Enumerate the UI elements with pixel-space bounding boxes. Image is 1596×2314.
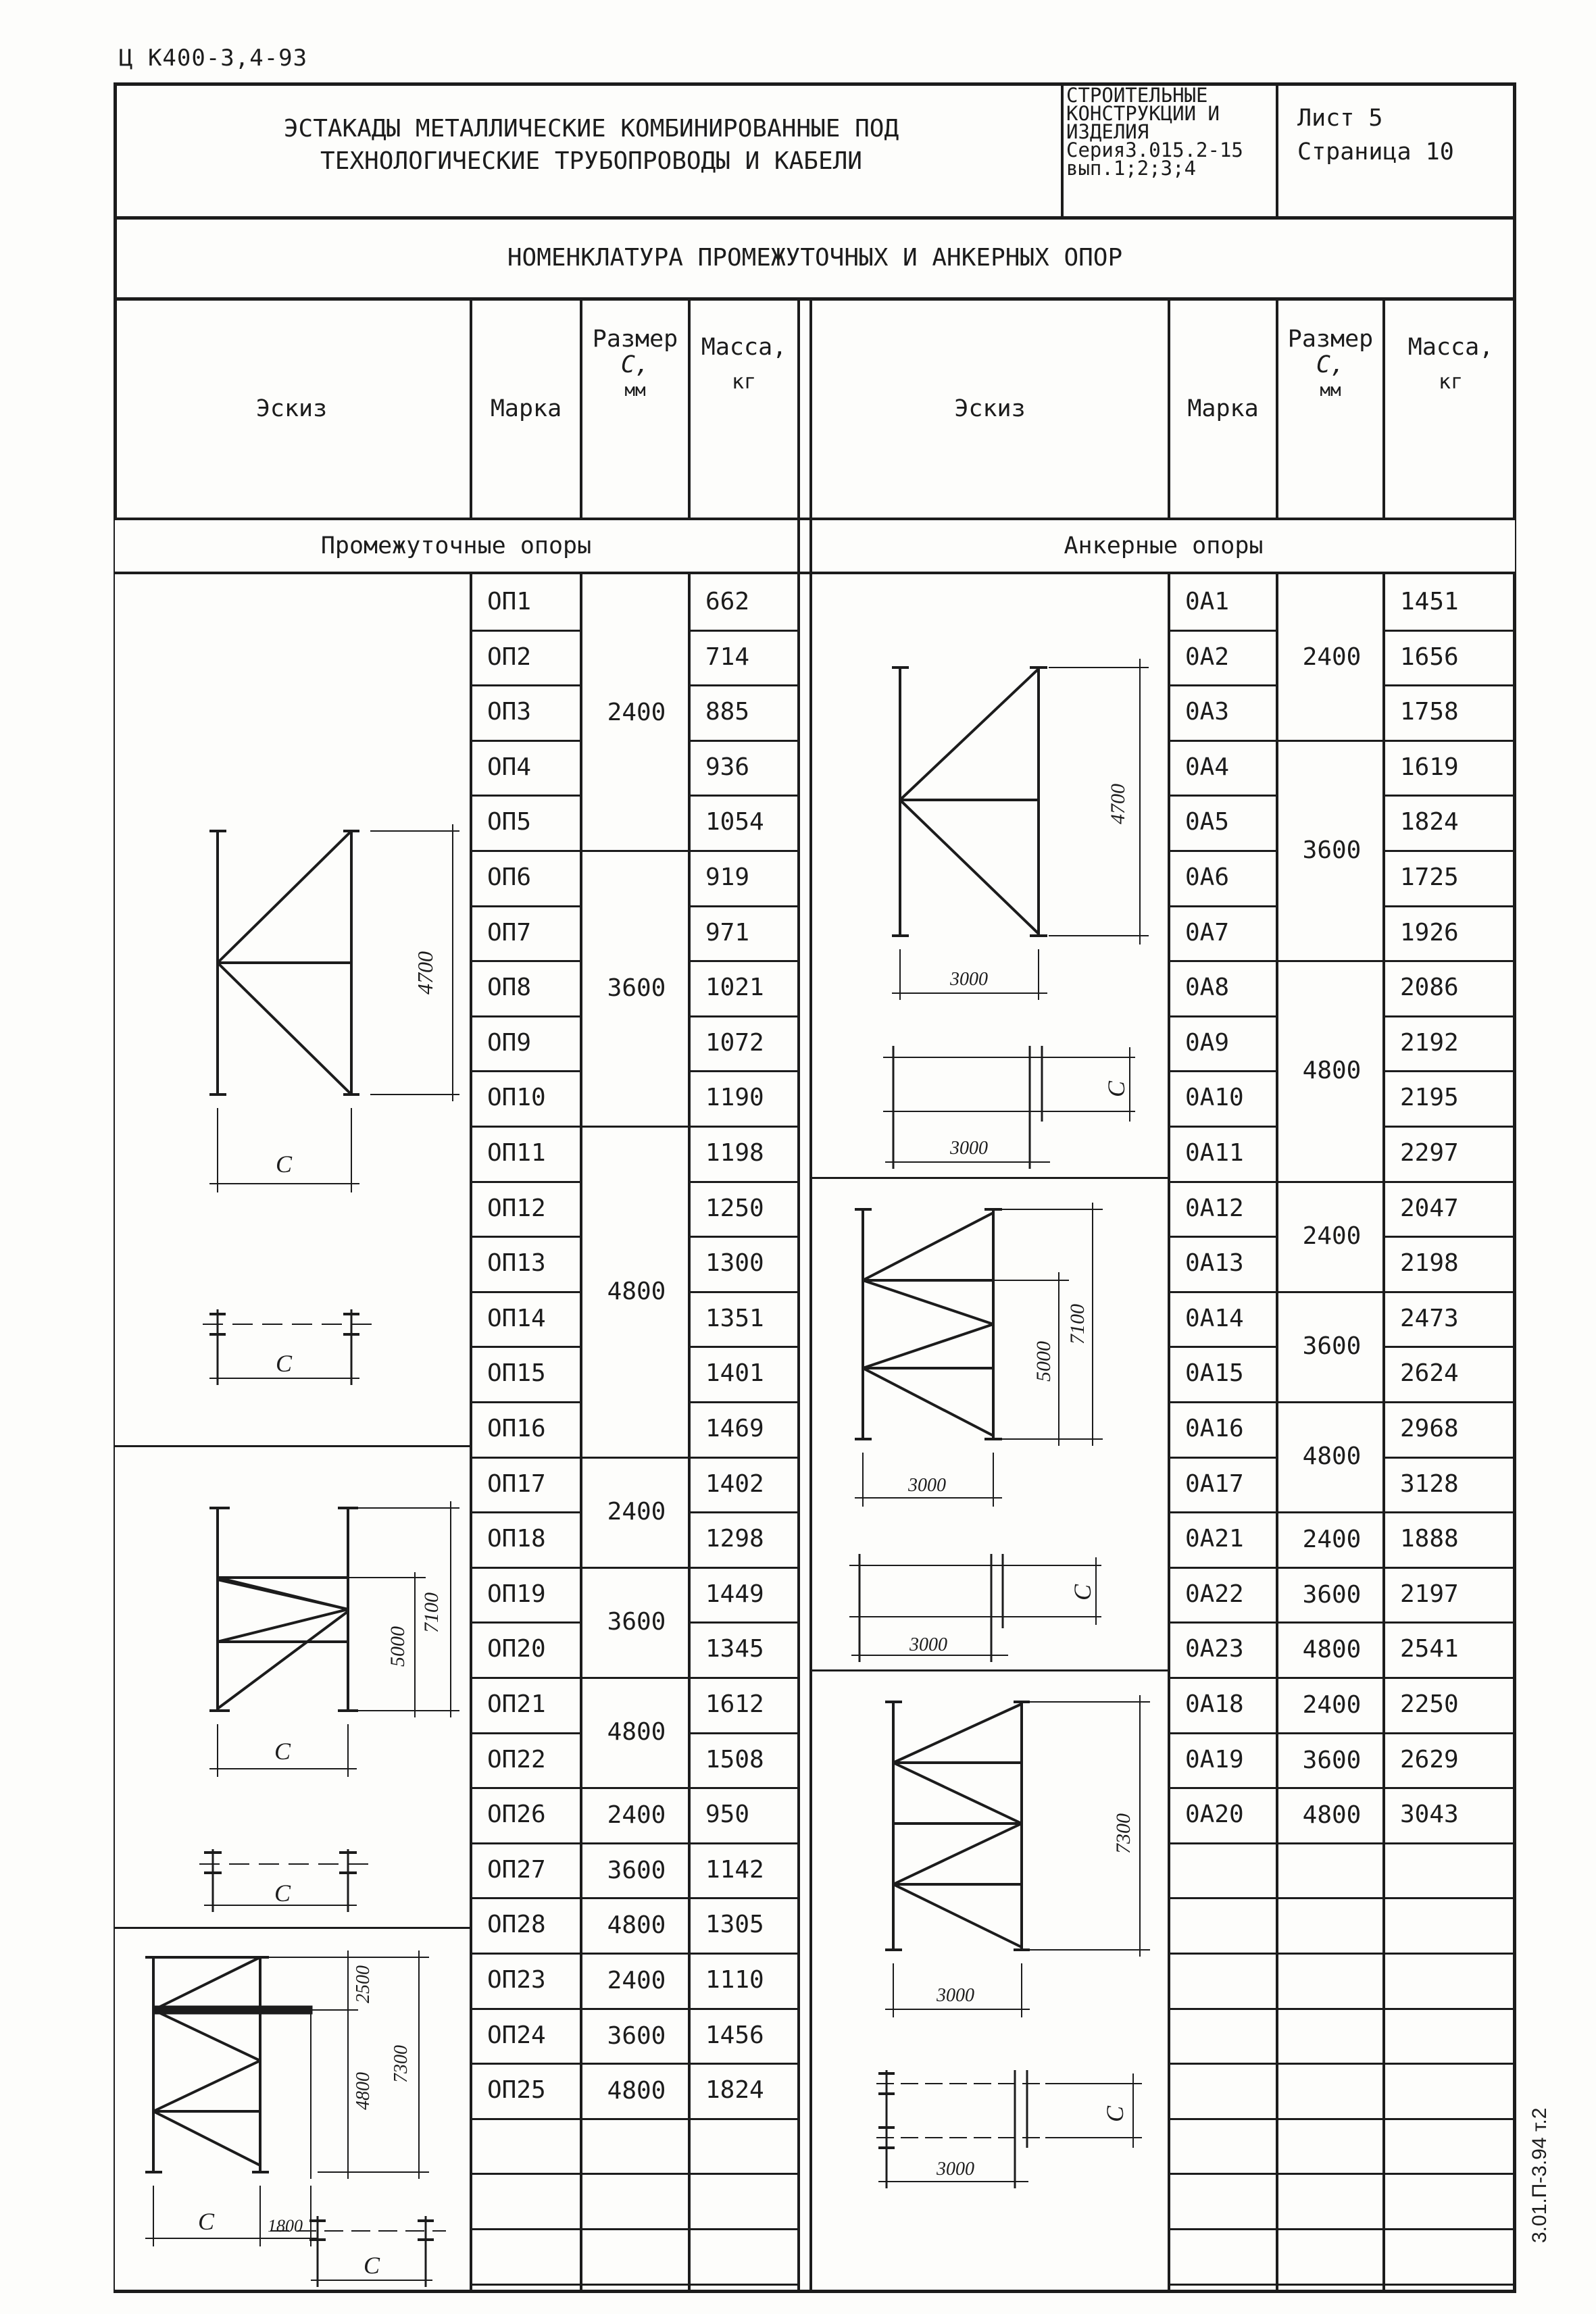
right-mark-cell: 0А6 bbox=[1185, 863, 1230, 892]
left-mark-line bbox=[472, 2284, 582, 2286]
right-mass-line bbox=[1385, 1953, 1514, 1955]
right-mark-cell: 0А15 bbox=[1185, 1359, 1244, 1388]
left-mark-cell: ОП6 bbox=[487, 863, 532, 892]
right-mass-cell: 3043 bbox=[1400, 1801, 1459, 1829]
left-mass-cell: 950 bbox=[705, 1801, 750, 1829]
dim-c: С bbox=[1069, 1584, 1096, 1601]
left-mark-cell: ОП15 bbox=[487, 1359, 546, 1388]
sketch-panel-right-1 bbox=[812, 574, 1168, 1177]
left-mass-cell: 1190 bbox=[705, 1084, 764, 1112]
left-mass-cell: 1402 bbox=[705, 1470, 764, 1499]
right-mark-line bbox=[1170, 1953, 1278, 1955]
left-size-line bbox=[582, 2284, 691, 2286]
left-mark-line bbox=[472, 2118, 582, 2120]
left-mark-cell: ОП2 bbox=[487, 643, 532, 672]
sketch-panel-left-1 bbox=[115, 574, 470, 1446]
right-size-cell: 4800 bbox=[1302, 1442, 1362, 1470]
mass-unit: кг bbox=[1438, 370, 1464, 394]
right-mass-cell: 1888 bbox=[1400, 1525, 1459, 1553]
left-mark-cell: ОП1 bbox=[487, 588, 532, 616]
left-size-cell: 3600 bbox=[607, 2021, 666, 2050]
right-mark-cell: 0А11 bbox=[1185, 1139, 1244, 1167]
dim-3000: 3000 bbox=[937, 1985, 974, 2006]
col-header-mark-left: Марка bbox=[490, 395, 562, 422]
right-mass-cell: 2968 bbox=[1400, 1415, 1459, 1443]
left-mass-cell: 1401 bbox=[705, 1359, 764, 1388]
side-code: 3.01.П-3.94 т.2 bbox=[1528, 2107, 1551, 2243]
size-symbol: С, bbox=[620, 351, 650, 378]
right-mark-line bbox=[1170, 2173, 1278, 2175]
left-size-cell: 4800 bbox=[607, 1277, 666, 1305]
right-mark-line bbox=[1170, 1897, 1278, 1899]
right-mark-line bbox=[1170, 2008, 1278, 2010]
series-block bbox=[1066, 86, 1274, 178]
right-mass-cell: 1926 bbox=[1400, 919, 1459, 947]
left-mass-cell: 1072 bbox=[705, 1029, 764, 1057]
page-number: Страница 10 bbox=[1297, 139, 1454, 166]
left-mark-cell: ОП10 bbox=[487, 1084, 546, 1112]
right-mass-line bbox=[1385, 2173, 1514, 2175]
table-title: НОМЕНКЛАТУРА ПРОМЕЖУТОЧНЫХ И АНКЕРНЫХ ОПОР bbox=[507, 244, 1123, 272]
left-mass-line bbox=[691, 2173, 797, 2175]
left-mark-cell: ОП12 bbox=[487, 1194, 546, 1223]
left-mass-cell: 1142 bbox=[705, 1856, 764, 1884]
col-header-mass-right bbox=[1385, 324, 1516, 405]
col-header-mass-left bbox=[691, 324, 797, 405]
left-mark-cell: ОП26 bbox=[487, 1801, 546, 1829]
left-size-cell: 3600 bbox=[607, 1856, 666, 1884]
right-size-line bbox=[1278, 1953, 1385, 1955]
right-mark-cell: 0А2 bbox=[1185, 643, 1230, 672]
right-mass-cell: 1656 bbox=[1400, 643, 1459, 672]
mass-unit: кг bbox=[731, 370, 757, 394]
sketch-panel-right-3 bbox=[812, 1671, 1168, 2290]
left-mass-cell: 1456 bbox=[705, 2021, 764, 2050]
size-label: Размер bbox=[1287, 326, 1374, 353]
right-mark-cell: 0А13 bbox=[1185, 1249, 1244, 1278]
right-mark-cell: 0А19 bbox=[1185, 1746, 1244, 1774]
right-mass-cell: 2541 bbox=[1400, 1635, 1459, 1663]
left-mass-cell: 971 bbox=[705, 919, 750, 947]
left-mark-cell: ОП14 bbox=[487, 1305, 546, 1333]
document-title bbox=[128, 95, 1054, 196]
series-line-3: ИЗДЕЛИЯ bbox=[1066, 120, 1149, 143]
left-mass-cell: 1824 bbox=[705, 2076, 764, 2105]
right-size-cell: 3600 bbox=[1302, 1332, 1362, 1360]
left-size-cell: 4800 bbox=[607, 1911, 666, 1939]
left-mass-cell: 1345 bbox=[705, 1635, 764, 1663]
right-size-cell: 2400 bbox=[1302, 1525, 1362, 1553]
series-line-1: СТРОИТЕЛЬНЫЕ bbox=[1066, 84, 1208, 107]
dim-3000: 3000 bbox=[909, 1634, 947, 1655]
right-mass-cell: 3128 bbox=[1400, 1470, 1459, 1499]
dim-c: С bbox=[197, 2208, 215, 2235]
title-line-2: ТЕХНОЛОГИЧЕСКИЕ ТРУБОПРОВОДЫ И КАБЕЛИ bbox=[320, 147, 862, 175]
size-symbol: С, bbox=[1316, 351, 1345, 378]
right-mass-cell: 1725 bbox=[1400, 863, 1459, 892]
right-mass-cell: 1824 bbox=[1400, 808, 1459, 836]
left-mark-cell: ОП3 bbox=[487, 698, 532, 726]
left-mark-cell: ОП7 bbox=[487, 919, 532, 947]
dim-c: С bbox=[274, 1738, 291, 1765]
right-mark-cell: 0А22 bbox=[1185, 1580, 1244, 1609]
right-mass-cell: 1451 bbox=[1400, 588, 1459, 616]
right-size-line bbox=[1278, 2118, 1385, 2120]
right-size-cell: 4800 bbox=[1302, 1056, 1362, 1084]
col-header-sketch-right: Эскиз bbox=[954, 395, 1026, 422]
sketch-panel-left-3 bbox=[115, 1929, 470, 2290]
left-mark-cell: ОП21 bbox=[487, 1690, 546, 1719]
right-mass-cell: 2297 bbox=[1400, 1139, 1459, 1167]
dim-c: С bbox=[363, 2252, 380, 2279]
left-size-line bbox=[582, 2118, 691, 2120]
left-size-cell: 4800 bbox=[607, 1718, 666, 1746]
right-size-cell: 3600 bbox=[1302, 836, 1362, 864]
left-size-cell: 2400 bbox=[607, 1801, 666, 1829]
halves-divider-a bbox=[797, 297, 800, 2293]
title-line-1: ЭСТАКАДЫ МЕТАЛЛИЧЕСКИЕ КОМБИНИРОВАННЫЕ ПОД bbox=[283, 115, 899, 143]
left-col-line-1 bbox=[470, 297, 472, 2293]
sketch-panel-right-2 bbox=[812, 1179, 1168, 1669]
left-size-line bbox=[582, 2228, 691, 2230]
dim-3000: 3000 bbox=[950, 1138, 988, 1159]
left-size-cell: 2400 bbox=[607, 1498, 666, 1526]
right-size-line bbox=[1278, 2228, 1385, 2230]
dim-c: С bbox=[1103, 1080, 1130, 1098]
col-header-mark-right: Марка bbox=[1187, 395, 1259, 422]
right-size-line bbox=[1278, 2063, 1385, 2065]
left-mark-cell: ОП27 bbox=[487, 1856, 546, 1884]
dim-1800: 1800 bbox=[268, 2216, 303, 2236]
right-mass-line bbox=[1385, 2118, 1514, 2120]
left-size-cell: 3600 bbox=[607, 1608, 666, 1636]
dim-4700: 4700 bbox=[1107, 784, 1129, 824]
right-mass-cell: 1619 bbox=[1400, 753, 1459, 782]
left-mark-cell: ОП22 bbox=[487, 1746, 546, 1774]
left-mass-line bbox=[691, 2118, 797, 2120]
left-mass-cell: 1469 bbox=[705, 1415, 764, 1443]
right-mass-line bbox=[1385, 1842, 1514, 1844]
document-code: Ц К400-3,4-93 bbox=[119, 45, 308, 72]
right-size-cell: 4800 bbox=[1302, 1801, 1362, 1829]
right-mark-cell: 0А3 bbox=[1185, 698, 1230, 726]
dim-c: С bbox=[275, 1350, 293, 1377]
dim-5000: 5000 bbox=[1032, 1341, 1055, 1382]
right-mark-cell: 0А14 bbox=[1185, 1305, 1244, 1333]
dim-c: С bbox=[1101, 2105, 1128, 2123]
right-mark-cell: 0А5 bbox=[1185, 808, 1230, 836]
right-mark-line bbox=[1170, 2118, 1278, 2120]
left-mass-line bbox=[691, 2284, 797, 2286]
right-mark-cell: 0А17 bbox=[1185, 1470, 1244, 1499]
size-label: Размер bbox=[592, 326, 678, 353]
section-anchor: Анкерные опоры bbox=[812, 520, 1515, 572]
left-mass-cell: 1250 bbox=[705, 1194, 764, 1223]
dim-7300: 7300 bbox=[1112, 1813, 1134, 1854]
left-mark-cell: ОП4 bbox=[487, 753, 532, 782]
right-size-line bbox=[1278, 2008, 1385, 2010]
right-mark-cell: 0А20 bbox=[1185, 1801, 1244, 1829]
right-mass-line bbox=[1385, 2284, 1514, 2286]
left-mass-cell: 936 bbox=[705, 753, 750, 782]
col-header-sketch-left: Эскиз bbox=[255, 395, 328, 422]
left-mass-cell: 1021 bbox=[705, 974, 764, 1002]
left-mark-cell: ОП23 bbox=[487, 1966, 546, 1994]
right-mass-line bbox=[1385, 1897, 1514, 1899]
dim-3000: 3000 bbox=[908, 1475, 946, 1496]
right-mass-cell: 2473 bbox=[1400, 1305, 1459, 1333]
left-mark-cell: ОП13 bbox=[487, 1249, 546, 1278]
left-mass-cell: 1305 bbox=[705, 1911, 764, 1939]
right-size-cell: 2400 bbox=[1302, 1222, 1362, 1250]
right-mark-cell: 0А10 bbox=[1185, 1084, 1244, 1112]
right-mark-line bbox=[1170, 2284, 1278, 2286]
left-mark-cell: ОП25 bbox=[487, 2076, 546, 2105]
left-mass-cell: 919 bbox=[705, 863, 750, 892]
dim-7100: 7100 bbox=[420, 1592, 443, 1633]
right-size-line bbox=[1278, 1897, 1385, 1899]
left-mass-cell: 1351 bbox=[705, 1305, 764, 1333]
right-mass-line bbox=[1385, 2228, 1514, 2230]
right-size-cell: 3600 bbox=[1302, 1746, 1362, 1774]
col-header-size-right bbox=[1278, 318, 1382, 412]
right-size-line bbox=[1278, 2284, 1385, 2286]
left-mark-line bbox=[472, 2173, 582, 2175]
right-mass-cell: 2047 bbox=[1400, 1194, 1459, 1223]
right-mark-cell: 0А4 bbox=[1185, 753, 1230, 782]
right-mass-cell: 2192 bbox=[1400, 1029, 1459, 1057]
right-size-cell: 2400 bbox=[1302, 643, 1362, 671]
right-mark-line bbox=[1170, 2228, 1278, 2230]
col-header-size-left bbox=[582, 318, 688, 412]
header-vline-1 bbox=[1061, 82, 1064, 218]
right-mark-cell: 0А1 bbox=[1185, 588, 1230, 616]
left-mark-cell: ОП18 bbox=[487, 1525, 546, 1553]
left-size-cell: 2400 bbox=[607, 1966, 666, 1994]
left-mark-cell: ОП24 bbox=[487, 2021, 546, 2050]
dim-c: С bbox=[274, 1880, 291, 1907]
left-size-cell: 4800 bbox=[607, 2076, 666, 2105]
right-col-line-1 bbox=[1168, 297, 1170, 2293]
left-mark-cell: ОП19 bbox=[487, 1580, 546, 1609]
right-mass-cell: 2629 bbox=[1400, 1746, 1459, 1774]
left-size-cell: 3600 bbox=[607, 974, 666, 1002]
left-mass-cell: 1198 bbox=[705, 1139, 764, 1167]
sheet-number: Лист 5 bbox=[1297, 105, 1383, 132]
series-line-2: КОНСТРУКЦИИ И bbox=[1066, 102, 1220, 125]
right-mark-cell: 0А12 bbox=[1185, 1194, 1244, 1223]
left-size-cell: 2400 bbox=[607, 698, 666, 726]
right-mass-line bbox=[1385, 2008, 1514, 2010]
left-mass-cell: 1508 bbox=[705, 1746, 764, 1774]
left-mass-cell: 662 bbox=[705, 588, 750, 616]
left-mark-cell: ОП16 bbox=[487, 1415, 546, 1443]
dim-c: С bbox=[275, 1151, 293, 1178]
mass-label: Масса, bbox=[1407, 334, 1494, 361]
right-mark-line bbox=[1170, 1842, 1278, 1844]
dim-3000: 3000 bbox=[950, 969, 988, 990]
sheet-info bbox=[1297, 101, 1454, 169]
dim-4700: 4700 bbox=[413, 951, 437, 995]
right-mark-cell: 0А8 bbox=[1185, 974, 1230, 1002]
dim-2500: 2500 bbox=[353, 1965, 374, 2003]
left-mark-cell: ОП11 bbox=[487, 1139, 546, 1167]
right-mark-cell: 0А16 bbox=[1185, 1415, 1244, 1443]
right-mark-line bbox=[1170, 2063, 1278, 2065]
right-mass-cell: 2198 bbox=[1400, 1249, 1459, 1278]
dim-7100: 7100 bbox=[1066, 1304, 1089, 1344]
right-mark-cell: 0А7 bbox=[1185, 919, 1230, 947]
left-mass-cell: 1449 bbox=[705, 1580, 764, 1609]
right-mass-cell: 2197 bbox=[1400, 1580, 1459, 1609]
right-size-line bbox=[1278, 1842, 1385, 1844]
dim-3000: 3000 bbox=[937, 2159, 974, 2180]
right-mass-line bbox=[1385, 2063, 1514, 2065]
left-mass-cell: 1298 bbox=[705, 1525, 764, 1553]
left-mass-line bbox=[691, 2228, 797, 2230]
right-mass-cell: 2250 bbox=[1400, 1690, 1459, 1719]
right-mass-cell: 2624 bbox=[1400, 1359, 1459, 1388]
dim-5000: 5000 bbox=[386, 1626, 409, 1667]
series-line-5: вып.1;2;3;4 bbox=[1066, 157, 1197, 180]
right-mark-cell: 0А23 bbox=[1185, 1635, 1244, 1663]
left-mark-line bbox=[472, 2228, 582, 2230]
series-line-4: Серия3.015.2-15 bbox=[1066, 139, 1243, 161]
left-mark-cell: ОП8 bbox=[487, 974, 532, 1002]
left-mass-cell: 1300 bbox=[705, 1249, 764, 1278]
right-size-cell: 2400 bbox=[1302, 1690, 1362, 1719]
size-unit: мм bbox=[624, 380, 646, 401]
header-vline-2 bbox=[1276, 82, 1278, 218]
right-size-cell: 3600 bbox=[1302, 1580, 1362, 1609]
right-mark-cell: 0А21 bbox=[1185, 1525, 1244, 1553]
right-mass-cell: 2195 bbox=[1400, 1084, 1459, 1112]
right-size-cell: 4800 bbox=[1302, 1635, 1362, 1663]
dim-7300: 7300 bbox=[391, 2045, 412, 2083]
left-mass-cell: 885 bbox=[705, 698, 750, 726]
left-mass-cell: 1054 bbox=[705, 808, 764, 836]
mass-label: Масса, bbox=[701, 334, 787, 361]
sketch-panel-left-2 bbox=[115, 1447, 470, 1927]
left-size-line bbox=[582, 2173, 691, 2175]
right-mark-cell: 0А18 bbox=[1185, 1690, 1244, 1719]
right-size-line bbox=[1278, 2173, 1385, 2175]
dim-4800: 4800 bbox=[353, 2072, 374, 2110]
left-mass-cell: 714 bbox=[705, 643, 750, 672]
right-mass-cell: 2086 bbox=[1400, 974, 1459, 1002]
section-intermediate: Промежуточные опоры bbox=[115, 520, 797, 572]
left-mass-cell: 1110 bbox=[705, 1966, 764, 1994]
left-mass-cell: 1612 bbox=[705, 1690, 764, 1719]
right-mass-cell: 1758 bbox=[1400, 698, 1459, 726]
left-mark-cell: ОП5 bbox=[487, 808, 532, 836]
left-mark-cell: ОП20 bbox=[487, 1635, 546, 1663]
right-mark-cell: 0А9 bbox=[1185, 1029, 1230, 1057]
left-mark-cell: ОП17 bbox=[487, 1470, 546, 1499]
left-mark-cell: ОП9 bbox=[487, 1029, 532, 1057]
left-mark-cell: ОП28 bbox=[487, 1911, 546, 1939]
size-unit: мм bbox=[1320, 380, 1341, 401]
